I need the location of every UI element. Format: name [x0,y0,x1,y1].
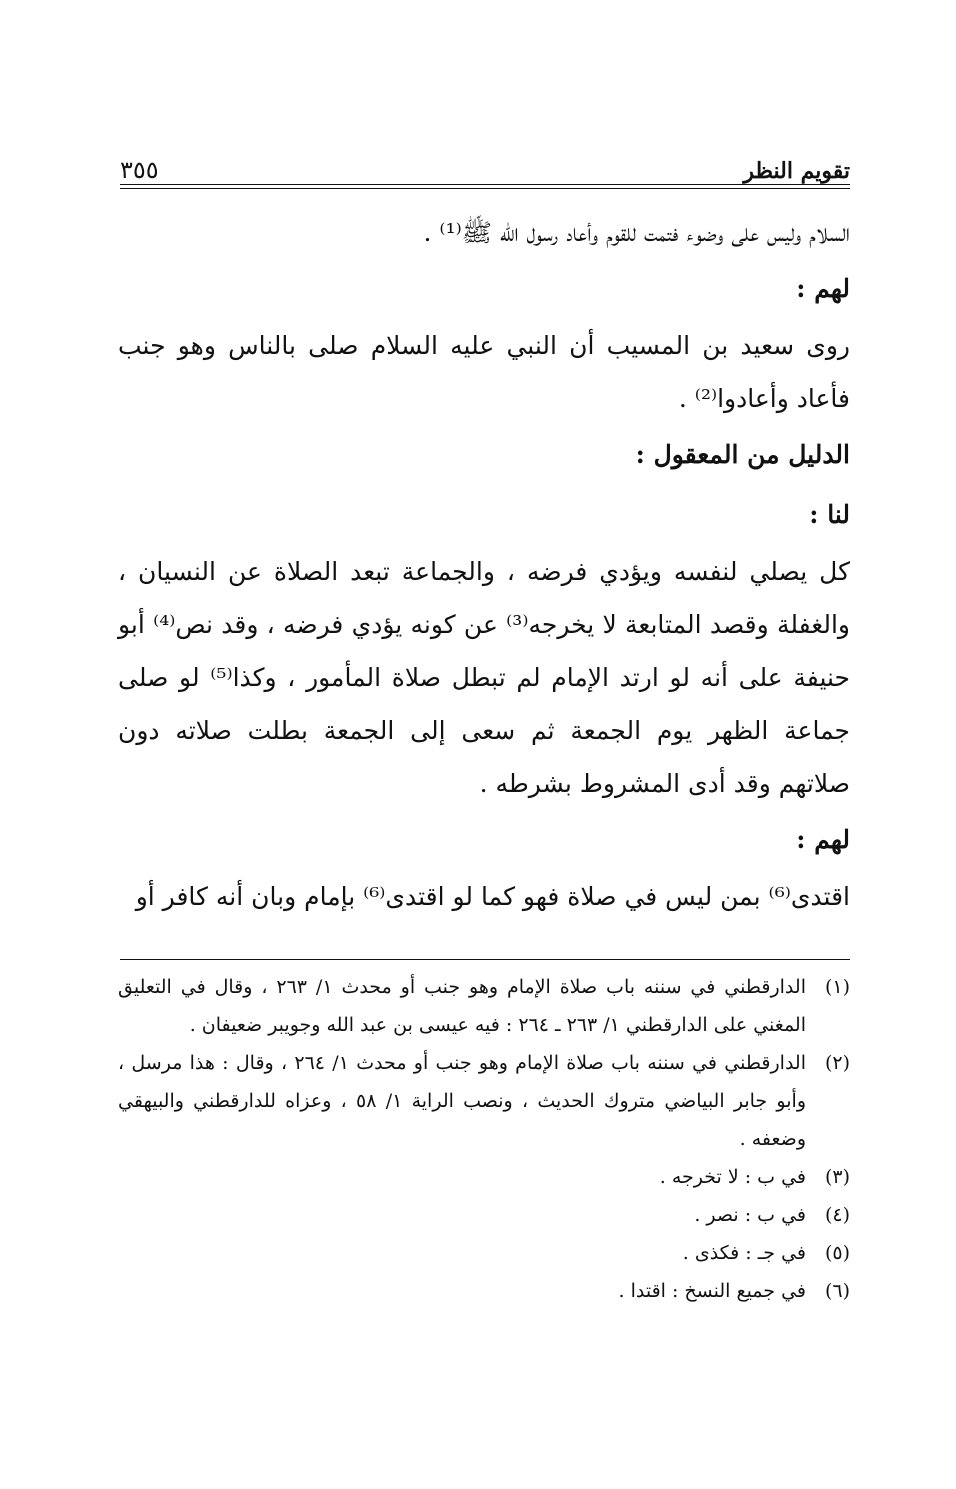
heading-lahum-1: لهم : [796,274,850,303]
paragraph-1: السلام وليس على وضوء فتمت للقوم وأعاد رسول الله ﷺ⁽¹⁾ . [423,218,850,247]
footnote-number: (١) [824,976,850,998]
page-number: ٣٥٥ [120,156,159,184]
main-text [118,206,850,923]
footnote-number: (٣) [824,1166,850,1188]
footnote-number: (٤) [824,1204,850,1226]
header-rule [120,184,850,189]
footnotes [118,968,850,1310]
footnote-1 [118,968,850,1044]
footnote-text: في ب : لا تخرجه . [659,1166,806,1188]
footnote-number: (٦) [824,1280,850,1302]
footnote-text: الدارقطني في سننه باب صلاة الإمام وهو جنب أو محدث ١/ ٢٦٤ ، وقال : هذا مرسل ، وأبو جابر البياضي متروك الحديث ، ونصب الراية ١/ ٥٨ ، وعزاه للدارقطني والبيهقي وضعفه . [118,1052,806,1150]
footnote-text: في ب : نصر . [694,1204,806,1226]
footnote-6 [118,1272,850,1310]
footnote-4 [118,1196,850,1234]
heading-dalil-maqul: الدليل من المعقول : [635,440,850,469]
footnote-2 [118,1044,850,1158]
paragraph-2: روى سعيد بن المسيب أن النبي عليه السلام صلى بالناس وهو جنب فأعاد وأعادوا⁽²⁾ . [118,331,850,413]
paragraph-3: كل يصلي لنفسه ويؤدي فرضه ، والجماعة تبعد الصلاة عن النسيان ، والغفلة وقصد المتابعة لا يخرجه⁽³⁾ عن كونه يؤدي فرضه ، وقد نص⁽⁴⁾ أبو حنيفة على أنه لو ارتد الإمام لم تبطل صلاة المأمور ، وكذا⁽⁵⁾ لو صلى جماعة الظهر يوم الجمعة ثم سعى إلى الجمعة بطلت صلاته دون صلاتهم وقد أدى المشروط بشرطه . [118,557,850,798]
footnote-rule [120,959,850,960]
footnote-text: في جميع النسخ : اقتدا . [618,1280,806,1302]
footnote-text: في جـ : فكذى . [682,1242,806,1264]
footnote-3 [118,1158,850,1196]
paragraph-4: اقتدى⁽⁶⁾ بمن ليس في صلاة فهو كما لو اقتدى⁽⁶⁾ بإمام وبان أنه كافر أو [135,882,850,911]
footnote-5 [118,1234,850,1272]
footnote-number: (٥) [824,1242,850,1264]
heading-lana: لنا : [809,500,850,529]
heading-lahum-2: لهم : [796,825,850,854]
running-title: تقويم النظر [743,158,850,184]
footnote-text: الدارقطني في سننه باب صلاة الإمام وهو جنب أو محدث ١/ ٢٦٣ ، وقال في التعليق المغني على الدارقطني ١/ ٢٦٣ ـ ٢٦٤ : فيه عيسى بن عبد الله وجويبر ضعيفان . [118,976,806,1036]
page-header [120,150,850,184]
footnote-number: (٢) [824,1052,850,1074]
